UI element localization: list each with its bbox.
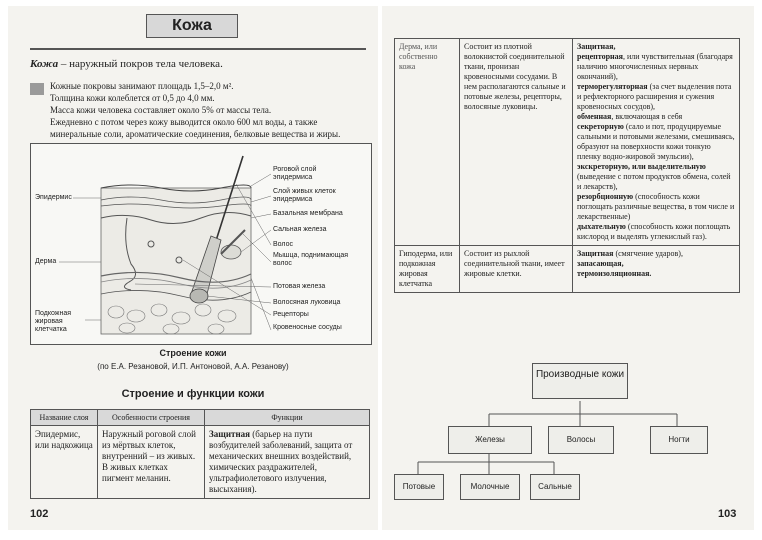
diagram-node-mammary: Молочные (460, 474, 520, 500)
cell-structure: Наружный роговой слой из мёртвых клеток, внутренний – из живых. В живых клетках пигмент меланин. (98, 426, 205, 499)
note-icon (30, 83, 44, 95)
label-dermis: Дерма (35, 258, 57, 265)
cell-name: Дерма, или собственно кожа (395, 39, 460, 246)
page-title: Кожа (146, 14, 238, 38)
facts-block (50, 80, 372, 140)
label-receptors: Рецепторы (273, 311, 309, 318)
page-number-right: 103 (718, 508, 737, 520)
label-hair-bulb: Волосяная луковица (273, 299, 341, 306)
cell-structure: Состоит из рыхлой соединительной ткани, имеет жировые клетки. (460, 246, 573, 293)
figure-caption: Строение кожи (159, 348, 227, 358)
cell-name: Гиподерма, или подкожная жировая клетчатка (395, 246, 460, 293)
function-line: терморегуляторная (за счет выделения пота и рефлекторного расширения и сужения кровеносных сосудов), (577, 82, 732, 111)
function-line: Защитная, (577, 42, 616, 51)
diagram-node-sweat: Потовые (394, 474, 444, 500)
definition (30, 58, 223, 70)
definition-text: – наружный покров тела человека. (58, 58, 223, 70)
header-structure: Особенности строения (98, 410, 205, 426)
function-line: термоизоляционная. (577, 269, 652, 278)
title-rule (30, 48, 366, 50)
diagram-node-sebaceous: Сальные (530, 474, 580, 500)
fact-line: минеральные соли, ароматические соединения, белковые вещества и жиры. (50, 129, 341, 139)
cell-structure: Состоит из плотной волокнистой соединительной ткани, пронизан кровеносными сосудами. В нем располагаются сальные и потовые железы, рецепторы, волосяные луковицы. (460, 39, 573, 246)
header-functions: Функции (205, 410, 370, 426)
table-row (31, 426, 370, 499)
diagram-node-hair: Волосы (548, 426, 614, 454)
function-line: экскреторную, или выделительную (выведение с потом продуктов обмена, солей и лекарств), (577, 162, 731, 191)
label-living-cells: Слой живых клеток эпидермиса (273, 188, 336, 203)
label-sweat-gland: Потовая железа (273, 283, 326, 290)
label-blood-vessels: Кровеносные сосуды (273, 324, 342, 331)
table-title: Строение и функции кожи (121, 388, 265, 400)
skin-figure (30, 143, 372, 345)
fact-line: Кожные покровы занимают площадь 1,5–2,0 м². (50, 81, 234, 91)
function-line: Защитная (смягчение ударов), (577, 249, 683, 258)
label-basal-membrane: Базальная мембрана (273, 210, 343, 217)
function-text: (барьер на пути возбудителей заболеваний, защита от механических внешних воздействий, химических раздражителей, ультрафиолетового излучения, высыхания). (209, 429, 353, 494)
fact-line: Толщина кожи колеблется от 0,5 до 4,0 мм. (50, 93, 215, 103)
page-number-left: 102 (30, 508, 49, 520)
label-epidermis: Эпидермис (35, 194, 72, 201)
label-hair-muscle: Мышца, поднимающая волос (273, 252, 349, 267)
function-term: Защитная (209, 429, 251, 439)
function-line: секреторную (сало и пот, продуцируемые сальными и потовыми железами, смешиваясь, образуют на поверхности кожи тонкую пленку водно-жировой эмульсии), (577, 122, 735, 161)
function-line: обменная, включающая в себя (577, 112, 683, 121)
diagram-root: Производные кожи (532, 363, 628, 399)
header-name: Название слоя (31, 410, 98, 426)
function-line: дыхательную (способность кожи поглощать кислород и выделять углекислый газ). (577, 222, 731, 241)
cell-name: Эпидермис, или надкожица (31, 426, 98, 499)
right-page (382, 6, 754, 530)
fact-line: Ежедневно с потом через кожу выводится около 600 мл воды, а также (50, 117, 318, 127)
fact-line: Масса кожи человека составляет около 5% от массы тела. (50, 105, 272, 115)
cell-functions (205, 426, 370, 499)
function-line: запасающая, (577, 259, 624, 268)
diagram-node-glands: Железы (448, 426, 532, 454)
label-hair: Волос (273, 241, 293, 248)
table-header-row (31, 410, 370, 426)
figure-credit: (по Е.А. Резановой, И.П. Антоновой, А.А. Резанову) (97, 362, 289, 371)
function-line: рецепторная, или чувствительная (благодаря наличию многочисленных нервных окончаний), (577, 52, 733, 81)
left-page (8, 6, 378, 530)
label-hypodermis: Подкожная жировая клетчатка (35, 310, 72, 333)
definition-term: Кожа (30, 58, 59, 70)
function-line: резорбционную (способность кожи поглощать различные вещества, в том числе и лекарственные) (577, 192, 735, 221)
label-sebaceous-gland: Сальная железа (273, 226, 327, 233)
diagram-node-nails: Ногти (650, 426, 708, 454)
functions-table-left (30, 409, 370, 499)
label-stratum-corneum: Роговой слой эпидермиса (273, 166, 317, 181)
